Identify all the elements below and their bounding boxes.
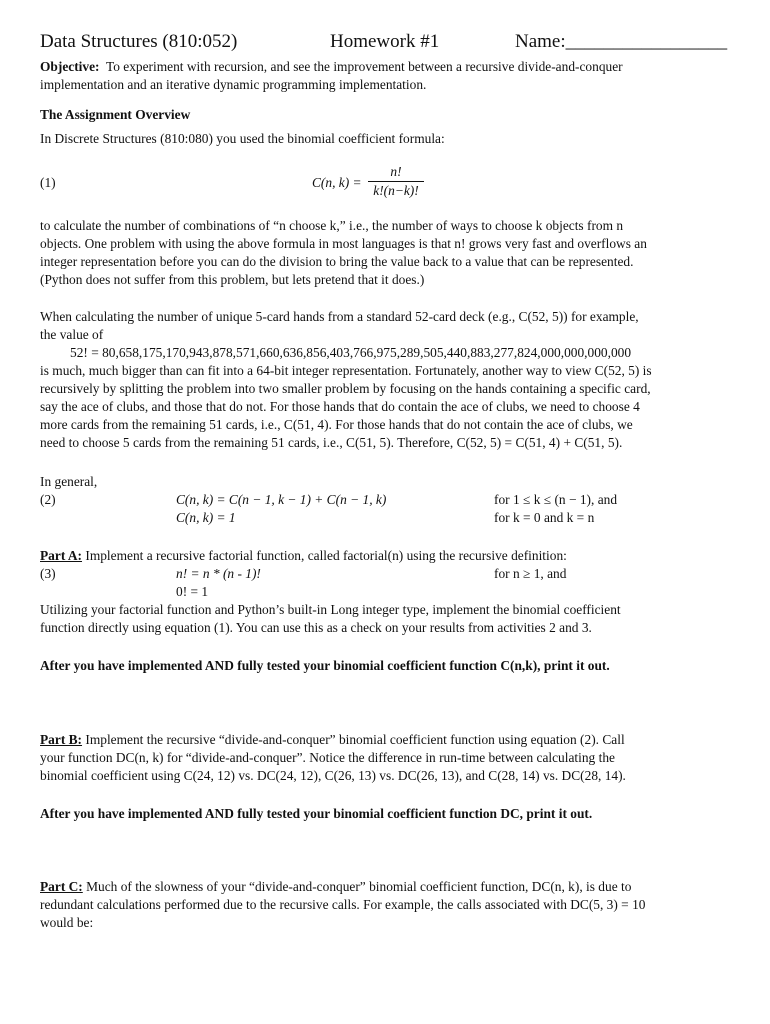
part-a-line-1: Utilizing your factorial function and Python’s built-in Long integer type, implement the binomial coefficient [40, 602, 621, 617]
part-c-line-1 [40, 878, 631, 896]
paragraph-2-line: say the ace of clubs, and those that do not. For those hands that do contain the ace of clubs, we need to choose 4 [40, 399, 640, 414]
paragraph-2-line: When calculating the number of unique 5-card hands from a standard 52-card deck (e.g., C(52, 5)) for example, [40, 309, 639, 324]
paragraph-2-line: more cards from the remaining 51 cards, i.e., C(51, 4). For those hands that do not contain the ace of clubs, we [40, 417, 633, 432]
factorial-52-value: 52! = 80,658,175,170,943,878,571,660,636,856,403,766,975,289,505,440,883,277,824,000,000,000,000 [70, 345, 632, 360]
equation-3-number: (3) [40, 566, 56, 581]
part-b-line-2: your function DC(n, k) for “divide-and-conquer”. Notice the difference in run-time between calculating the [40, 750, 615, 765]
part-c-text: Much of the slowness of your “divide-and-conquer” binomial coefficient function, DC(n, k), is due to [82, 879, 632, 894]
part-a-label: Part A: [40, 548, 83, 563]
paragraph-2-line: is much, much bigger than can fit into a 64-bit integer representation. Fortunately, another way to view C(52, 5) is [40, 363, 652, 378]
equation-3-base: 0! = 1 [176, 584, 209, 599]
paragraph-2-line: need to choose 5 cards from the remaining 51 cards, i.e., C(51, 5). Therefore, C(52, 5) = C(51, 4) + C(51, 5). [40, 435, 623, 450]
equation-1-number: (1) [40, 175, 56, 190]
part-b-line-3: binomial coefficient using C(24, 12) vs. DC(24, 12), C(26, 13) vs. DC(26, 13), and C(28, 14) vs. DC(28, 14). [40, 768, 626, 783]
name-field-label: Name:_________________ [515, 31, 728, 52]
paragraph-1-line: to calculate the number of combinations of “n choose k,” i.e., the number of ways to choose k objects from n [40, 218, 624, 233]
part-c-line-3: would be: [40, 915, 94, 930]
objective-text-1: To experiment with recursion, and see the improvement between a recursive divide-and-conquer [105, 59, 623, 74]
equation-3-condition: for n ≥ 1, and [494, 566, 567, 581]
part-a-note: After you have implemented AND fully tested your binomial coefficient function C(n,k), print it out. [40, 658, 610, 673]
paragraph-1-line: (Python does not suffer from this problem, but lets pretend that it does.) [40, 272, 425, 287]
part-a-text: Implement a recursive factorial function, called factorial(n) using the recursive definition: [82, 548, 567, 563]
equation-1-numerator: n! [390, 164, 402, 179]
equation-1-fraction [368, 164, 424, 199]
paragraph-1-line: objects. One problem with using the above formula in most languages is that n! grows very fast and overflows an [40, 236, 647, 251]
equation-1-lhs: C(n, k) = [312, 175, 362, 190]
objective-line-1 [40, 58, 623, 76]
course-title: Data Structures (810:052) [40, 31, 238, 52]
objective-label: Objective: [40, 59, 100, 74]
part-b-text: Implement the recursive “divide-and-conquer” binomial coefficient function using equation (2). Call [82, 732, 625, 747]
equation-2-base: C(n, k) = 1 [176, 510, 236, 525]
equation-2-condition-b: for k = 0 and k = n [494, 510, 595, 525]
overview-heading: The Assignment Overview [40, 107, 191, 122]
part-c-label: Part C: [40, 879, 83, 894]
part-b-note: After you have implemented AND fully tested your binomial coefficient function DC, print it out. [40, 806, 593, 821]
equation-2-recursive: C(n, k) = C(n − 1, k − 1) + C(n − 1, k) [176, 492, 387, 507]
objective-line-2: implementation and an iterative dynamic programming implementation. [40, 77, 427, 92]
equation-1-denominator: k!(n−k)! [373, 183, 419, 198]
paragraph-2-line: recursively by splitting the problem into two smaller problem by focusing on the hands containing a specific card, [40, 381, 651, 396]
part-a-line-2: function directly using equation (1). You can use this as a check on your results from activities 2 and 3. [40, 620, 592, 635]
homework-title: Homework #1 [330, 31, 440, 52]
fraction-bar [368, 181, 424, 182]
part-c-line-2: redundant calculations performed due to the recursive calls. For example, the calls associated with DC(5, 3) = 10 [40, 897, 646, 912]
equation-2-condition-a: for 1 ≤ k ≤ (n − 1), and [494, 492, 618, 507]
general-label: In general, [40, 474, 98, 489]
paragraph-1-line: integer representation before you can do the division to bring the value back to a value that can be represented. [40, 254, 634, 269]
equation-2-number: (2) [40, 492, 56, 507]
part-a-intro [40, 547, 567, 565]
equation-3-recursive: n! = n * (n - 1)! [176, 566, 261, 581]
overview-intro: In Discrete Structures (810:080) you used the binomial coefficient formula: [40, 131, 445, 146]
paragraph-2-line: the value of [40, 327, 104, 342]
part-b-line-1 [40, 731, 625, 749]
part-b-label: Part B: [40, 732, 83, 747]
